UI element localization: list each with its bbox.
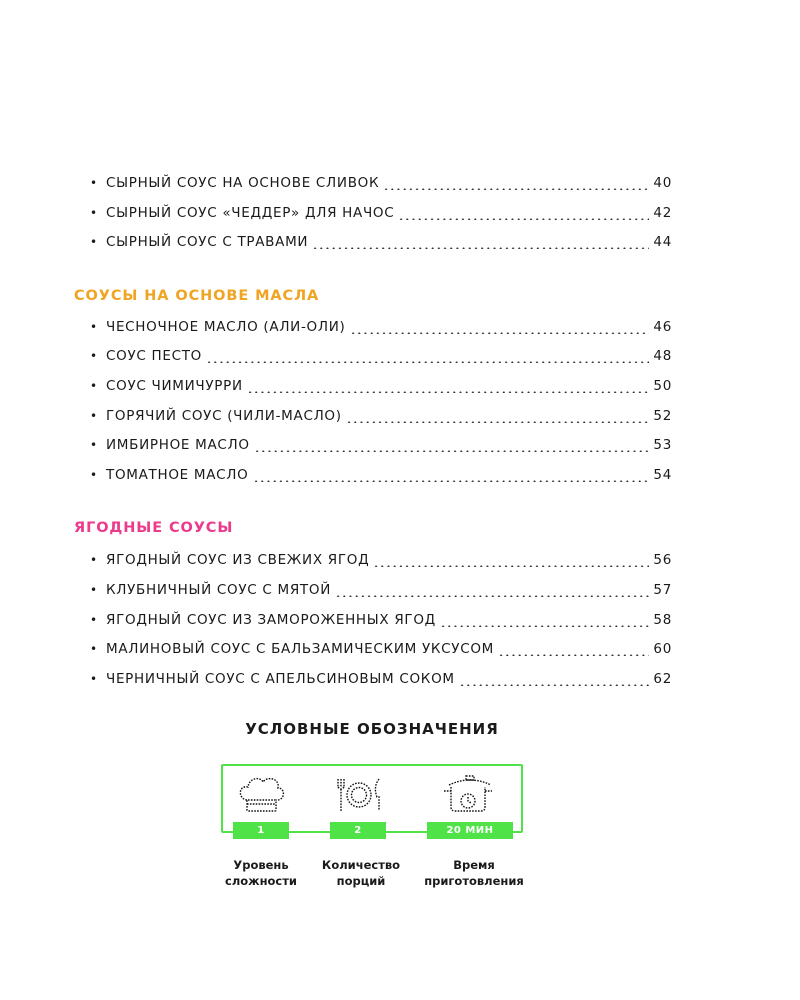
- caption-line: приготовления: [424, 874, 524, 888]
- bullet: •: [90, 583, 98, 597]
- page-number: 62: [653, 671, 672, 687]
- page-number: 40: [653, 175, 672, 191]
- toc-entry[interactable]: [90, 375, 672, 397]
- bullet: •: [90, 409, 98, 423]
- dot-leader: [350, 321, 650, 334]
- page-number: 48: [653, 348, 672, 364]
- difficulty-caption: [211, 857, 311, 889]
- dot-leader: [247, 380, 650, 393]
- page-number: 44: [653, 234, 672, 250]
- dot-leader: [398, 207, 649, 220]
- toc-entry[interactable]: [90, 579, 672, 601]
- plate-cutlery-icon: [333, 773, 385, 815]
- toc-entry[interactable]: [90, 464, 672, 486]
- caption-line: порций: [336, 874, 386, 888]
- toc-entry[interactable]: [90, 405, 672, 427]
- entry-title: ЧЕРНИЧНЫЙ СОУС С АПЕЛЬСИНОВЫМ СОКОМ: [106, 671, 455, 687]
- page-number: 46: [653, 319, 672, 335]
- toc-entry[interactable]: [90, 172, 672, 194]
- bullet: •: [90, 379, 98, 393]
- bullet: •: [90, 320, 98, 334]
- bullet: •: [90, 468, 98, 482]
- dot-leader: [254, 439, 650, 452]
- page-number: 57: [653, 582, 672, 598]
- bullet: •: [90, 206, 98, 220]
- servings-badge: 2: [330, 822, 386, 839]
- entry-title: ЧЕСНОЧНОЕ МАСЛО (АЛИ-ОЛИ): [106, 319, 346, 335]
- caption-line: сложности: [225, 874, 297, 888]
- dot-leader: [335, 584, 649, 597]
- toc-entry[interactable]: [90, 202, 672, 224]
- toc-entry[interactable]: [90, 668, 672, 690]
- entry-title: ИМБИРНОЕ МАСЛО: [106, 437, 250, 453]
- dot-leader: [206, 350, 649, 363]
- section-heading-butter-sauces: СОУСЫ НА ОСНОВЕ МАСЛА: [74, 288, 320, 304]
- entry-title: ТОМАТНОЕ МАСЛО: [106, 467, 249, 483]
- bullet: •: [90, 642, 98, 656]
- dot-leader: [312, 236, 649, 249]
- entry-title: СОУС ЧИМИЧУРРИ: [106, 378, 243, 394]
- entry-title: СЫРНЫЙ СОУС НА ОСНОВЕ СЛИВОК: [106, 175, 380, 191]
- dot-leader: [373, 554, 649, 567]
- toc-entry[interactable]: [90, 231, 672, 253]
- caption-line: Уровень: [233, 858, 289, 872]
- page-number: 50: [653, 378, 672, 394]
- dot-leader: [253, 469, 650, 482]
- entry-title: СЫРНЫЙ СОУС С ТРАВАМИ: [106, 234, 309, 250]
- entry-title: ГОРЯЧИЙ СОУС (ЧИЛИ-МАСЛО): [106, 408, 342, 424]
- toc-entry[interactable]: [90, 316, 672, 338]
- toc-entry[interactable]: [90, 434, 672, 456]
- dot-leader: [498, 643, 649, 656]
- dot-leader: [459, 673, 650, 686]
- toc-entry[interactable]: [90, 345, 672, 367]
- entry-title: МАЛИНОВЫЙ СОУС С БАЛЬЗАМИЧЕСКИМ УКСУСОМ: [106, 641, 495, 657]
- toc-entry[interactable]: [90, 549, 672, 571]
- toc-entry[interactable]: [90, 609, 672, 631]
- entry-title: СОУС ПЕСТО: [106, 348, 202, 364]
- page-number: 52: [653, 408, 672, 424]
- page-number: 56: [653, 552, 672, 568]
- bullet: •: [90, 438, 98, 452]
- page-number: 58: [653, 612, 672, 628]
- entry-title: СЫРНЫЙ СОУС «ЧЕДДЕР» ДЛЯ НАЧОС: [106, 205, 395, 221]
- pot-timer-icon: [442, 773, 498, 817]
- dot-leader: [346, 410, 650, 423]
- bullet: •: [90, 553, 98, 567]
- time-caption: [424, 857, 524, 889]
- bullet: •: [90, 613, 98, 627]
- bullet: •: [90, 235, 98, 249]
- servings-caption: [311, 857, 411, 889]
- entry-title: ЯГОДНЫЙ СОУС ИЗ СВЕЖИХ ЯГОД: [106, 552, 370, 568]
- page-number: 60: [653, 641, 672, 657]
- toc-entry[interactable]: [90, 638, 672, 660]
- time-badge: 20 МИН: [427, 822, 513, 839]
- page-number: 53: [653, 437, 672, 453]
- page-number: 54: [653, 467, 672, 483]
- chef-hat-icon: [236, 773, 286, 815]
- dot-leader: [440, 614, 649, 627]
- dot-leader: [383, 177, 649, 190]
- difficulty-badge: 1: [233, 822, 289, 839]
- entry-title: КЛУБНИЧНЫЙ СОУС С МЯТОЙ: [106, 582, 331, 598]
- bullet: •: [90, 349, 98, 363]
- legend-title: УСЛОВНЫЕ ОБОЗНАЧЕНИЯ: [245, 720, 499, 738]
- section-heading-berry-sauces: ЯГОДНЫЕ СОУСЫ: [74, 520, 234, 536]
- bullet: •: [90, 176, 98, 190]
- bullet: •: [90, 672, 98, 686]
- entry-title: ЯГОДНЫЙ СОУС ИЗ ЗАМОРОЖЕННЫХ ЯГОД: [106, 612, 436, 628]
- caption-line: Время: [453, 858, 495, 872]
- caption-line: Количество: [321, 858, 401, 872]
- page-number: 42: [653, 205, 672, 221]
